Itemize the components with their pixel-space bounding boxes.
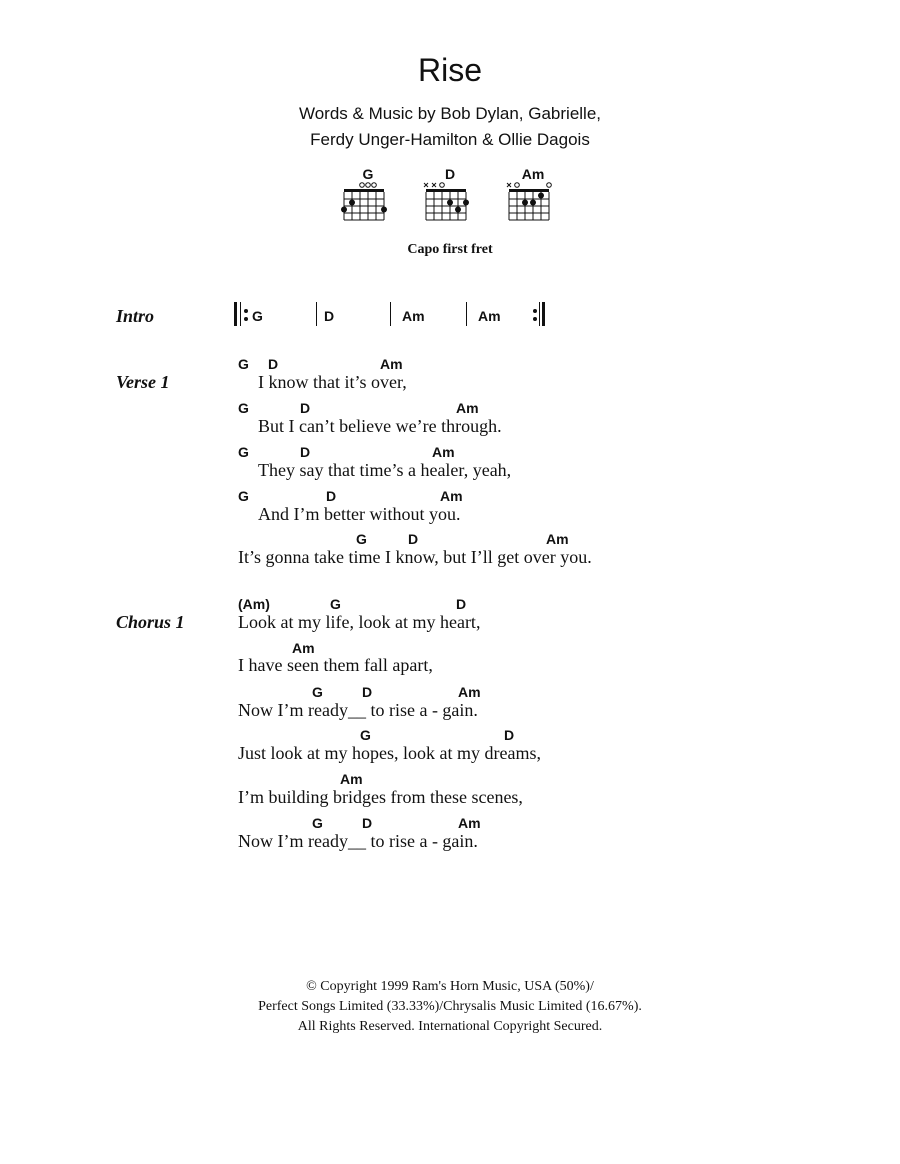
chord: G (238, 400, 249, 416)
chord-diagram-name: G (362, 166, 374, 182)
chord: Am (456, 400, 479, 416)
chord: G (238, 488, 249, 504)
chord: D (456, 596, 467, 612)
chord: G (312, 684, 323, 700)
chord: D (362, 684, 373, 700)
credits-line-2: Ferdy Unger-Hamilton & Ollie Dagois (310, 130, 590, 149)
credits-line-1: Words & Music by Bob Dylan, Gabrielle, (298, 104, 602, 123)
chord: G (238, 356, 249, 372)
chord: Am (380, 356, 403, 372)
chord: Am (432, 444, 455, 460)
intro-bars (230, 300, 550, 330)
chord: Am (292, 640, 315, 656)
barline (390, 302, 391, 326)
lyric-line: Just look at my hopes, look at my dreams, (238, 743, 541, 763)
chord: D (504, 727, 515, 743)
lyric-line: They say that time’s a healer, yeah, (258, 460, 512, 480)
chord: G (360, 727, 371, 743)
repeat-dot (244, 317, 248, 321)
chord: D (326, 488, 337, 504)
chord: Am (546, 531, 569, 547)
chord: D (408, 531, 419, 547)
chord: G (356, 531, 367, 547)
chord: Am (458, 684, 481, 700)
chord: D (300, 400, 311, 416)
lyric-line: But I can’t believe we’re through. (258, 416, 502, 436)
chord-diagram-name: Am (521, 166, 545, 182)
intro-chord: Am (402, 308, 425, 324)
chord: D (362, 815, 373, 831)
song-title: Rise (417, 52, 482, 88)
copyright-line-2: Perfect Songs Limited (33.33%)/Chrysalis Music Limited (16.67%). (258, 999, 642, 1014)
section-label-verse-1: Verse 1 (116, 372, 170, 392)
chord-diagram-d-icon (420, 182, 480, 228)
lyric-line: I know that it’s over, (258, 372, 407, 392)
lyric-line: Look at my life, look at my heart, (238, 612, 481, 632)
chord-diagram-am (503, 166, 563, 228)
lyric-line: And I’m better without you. (258, 504, 461, 524)
chord-diagram-g (338, 166, 398, 228)
repeat-dot (533, 309, 537, 313)
chord: Am (458, 815, 481, 831)
intro-chord: G (252, 308, 263, 324)
lyric-line: I’m building bridges from these scenes, (238, 787, 523, 807)
copyright-line-3: All Rights Reserved. International Copyright Secured. (297, 1019, 603, 1034)
intro-chord: D (324, 308, 335, 324)
lyric-line: It’s gonna take time I know, but I’ll get over you. (238, 547, 592, 567)
chord: G (312, 815, 323, 831)
repeat-dot (244, 309, 248, 313)
repeat-start-barline (234, 302, 237, 326)
intro-chord: Am (478, 308, 501, 324)
chord-diagram-name: D (444, 166, 456, 182)
copyright-line-1: © Copyright 1999 Ram's Horn Music, USA (50%)/ (306, 979, 594, 994)
chord: D (268, 356, 279, 372)
chord-diagram-d (420, 166, 480, 228)
lyric-line: Now I’m ready__ to rise a - gain. (238, 700, 478, 720)
chord-diagrams (0, 166, 900, 230)
section-label-chorus-1: Chorus 1 (116, 612, 185, 632)
chord: G (238, 444, 249, 460)
repeat-dot (533, 317, 537, 321)
lyric-line: I have seen them fall apart, (238, 655, 433, 675)
chord: G (330, 596, 341, 612)
chord-diagram-g-icon (338, 182, 398, 228)
chord: Am (340, 771, 363, 787)
chord: Am (440, 488, 463, 504)
barline (466, 302, 467, 326)
copyright-notice (0, 977, 900, 1037)
chord: (Am) (238, 596, 270, 612)
lyric-line: Now I’m ready__ to rise a - gain. (238, 831, 478, 851)
barline (316, 302, 317, 326)
chord-diagram-am-icon (503, 182, 563, 228)
capo-note: Capo first fret (407, 242, 493, 257)
section-label-intro: Intro (116, 306, 155, 326)
repeat-start-thin-barline (240, 302, 241, 326)
chord: D (300, 444, 311, 460)
song-credits (0, 101, 900, 153)
repeat-end-barline (542, 302, 545, 326)
repeat-end-thin-barline (539, 302, 540, 326)
